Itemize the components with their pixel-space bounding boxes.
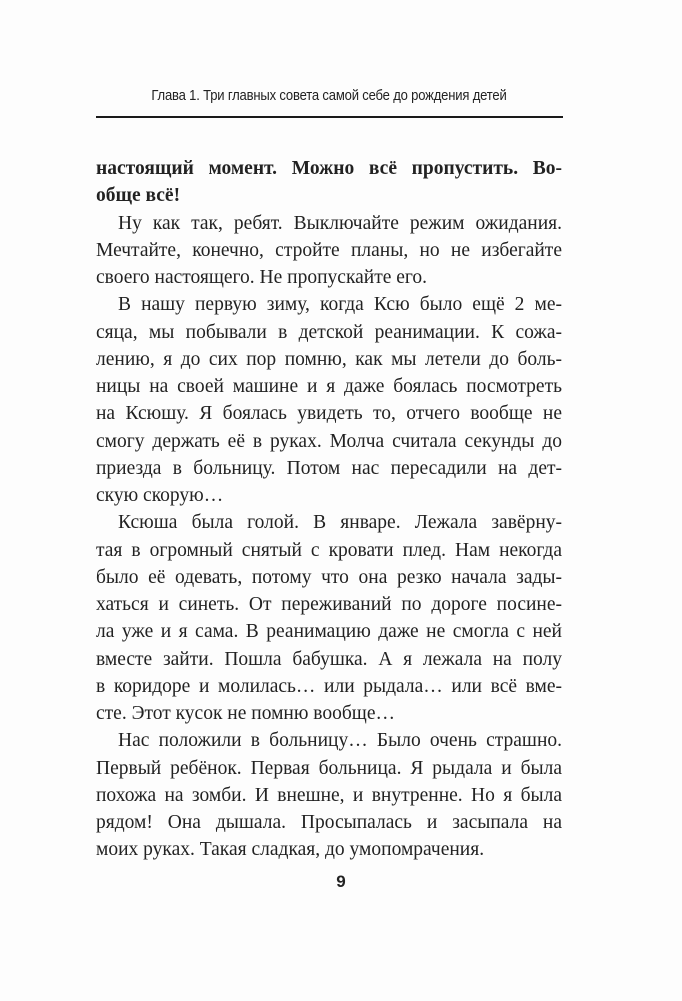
paragraph-start: Ксюша была голой. В январе. Лежала завёрну- (118, 512, 562, 534)
text-line: ла уже и я сама. В реанимацию даже не смогла с ней (96, 621, 562, 643)
text-line: рядом! Она дышала. Просыпалась и засыпала на (96, 812, 562, 833)
text-line: сте. Этот кусок не помню вообще… (96, 703, 395, 724)
text-line: тая в огромный снятый с кровати плед. Нам некогда (96, 539, 562, 561)
text-line: настоящий момент. Можно всё пропустить. Во- (96, 158, 562, 179)
text-line: лению, я до сих пор помню, как мы летели до боль- (96, 348, 562, 370)
text-line: приезда в больницу. Потом нас пересадили на дет- (96, 457, 562, 479)
paragraph-start: В нашу первую зиму, когда Ксю было ещё 2 ме- (118, 294, 562, 316)
paragraph-start: Ну как так, ребят. Выключайте режим ожидания. (118, 212, 562, 234)
header-divider (96, 116, 563, 118)
text-line: хаться и синеть. От переживаний по дороге посине- (96, 594, 562, 615)
text-line: Мечтайте, конечно, стройте планы, но не избегайте (96, 239, 562, 261)
text-line: смогу держать её в руках. Молча считала секунды до (96, 430, 562, 452)
page-body (96, 155, 562, 864)
text-line: было её одевать, потому что она резко начала зады- (96, 566, 562, 588)
text-line: своего настоящего. Не пропускайте его. (96, 267, 428, 288)
text-line: похожа на зомби. И внешне, и внутренне. Но я была (96, 784, 562, 806)
text-line: скую скорую… (96, 485, 224, 506)
running-header: Глава 1. Три главных совета самой себе до рождения детей (151, 88, 507, 104)
paragraph-start: Нас положили в больницу… Было очень страшно. (118, 730, 562, 752)
text-line: вместе зайти. Пошла бабушка. А я лежала на полу (96, 648, 562, 670)
text-line: ницы на своей машине и я даже боялась посмотреть (96, 376, 562, 397)
text-line: в коридоре и молилась… или рыдала… или всё вме- (96, 675, 562, 697)
page-number: 9 (336, 872, 346, 891)
text-line: моих руках. Такая сладкая, до умопомрачения. (96, 839, 485, 861)
text-line: сяца, мы побывали в детской реанимации. К сожа- (96, 321, 562, 343)
text-line: Первый ребёнок. Первая больница. Я рыдала и была (96, 757, 562, 779)
text-line: на Ксюшу. Я боялась увидеть то, отчего вообще не (96, 403, 562, 425)
text-line: обще всё! (96, 185, 181, 207)
